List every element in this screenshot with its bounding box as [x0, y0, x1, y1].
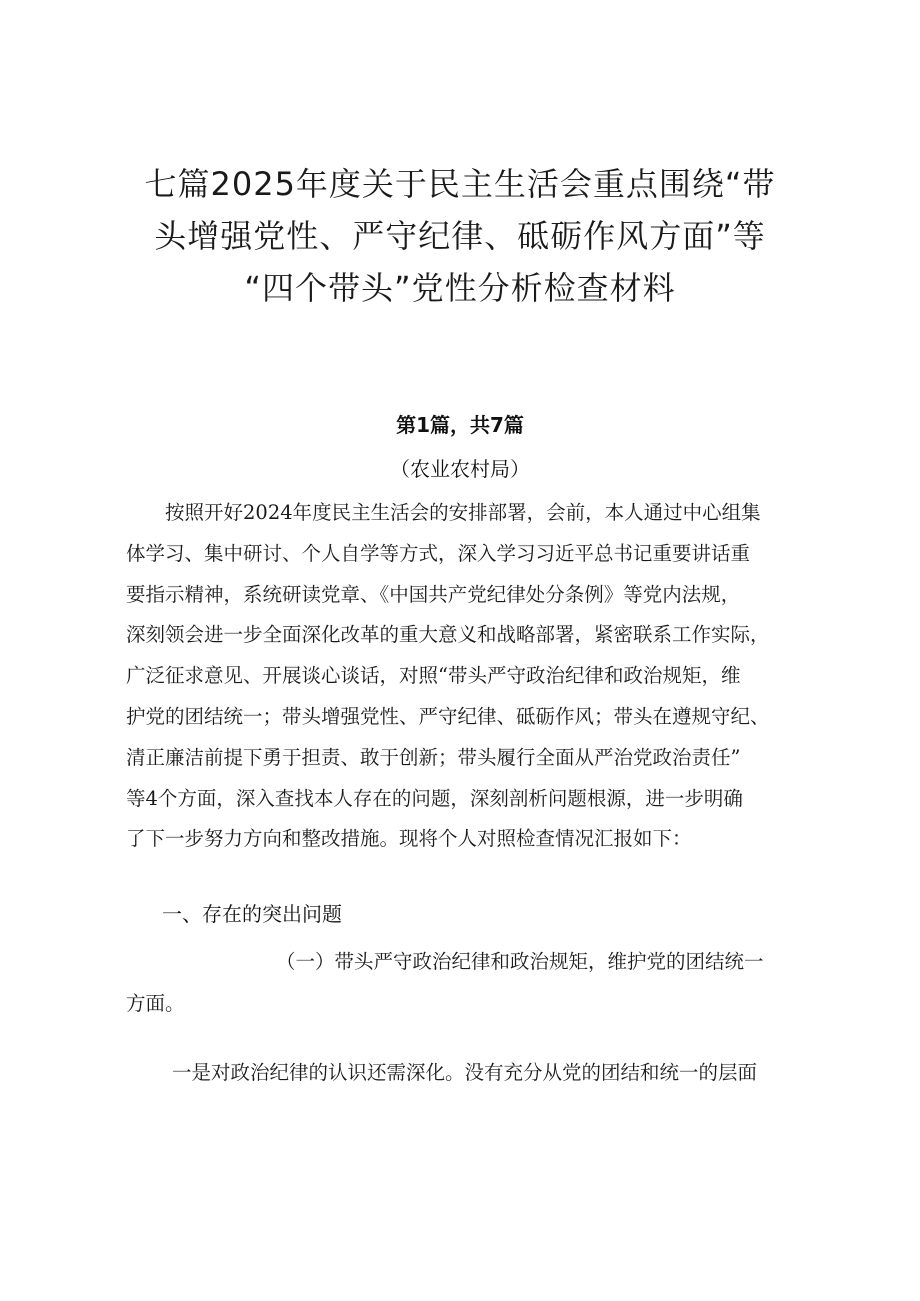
intro-line: 深刻领会进一步全面深化改革的重大意义和战略部署，紧密联系工作实际，: [126, 623, 770, 647]
department-label: （农业农村局）: [390, 457, 530, 481]
intro-line: 了下一步努力方向和整改措施。现将个人对照检查情况汇报如下：: [126, 827, 692, 851]
title-line-2: 头增强党性、严守纪律、砥砺作风方面”等: [154, 217, 766, 255]
part-label: 第1篇，共7篇: [396, 413, 524, 437]
subsection-line: （一）带头严守政治纪律和政治规矩，维护党的团结统一: [276, 950, 764, 973]
intro-line: 护党的团结统一；带头增强党性、严守纪律、砥砺作风；带头在遵规守纪、: [126, 704, 770, 728]
intro-paragraph: [126, 493, 811, 860]
intro-line: 广泛征求意见、开展谈心谈话，对照“带头严守政治纪律和政治规矩，维: [126, 664, 741, 688]
subsection-heading-1: [126, 941, 816, 1025]
intro-line: 清正廉洁前提下勇于担责、敢于创新；带头履行全面从严治党政治责任”: [126, 745, 741, 769]
intro-line: 要指示精神，系统研读党章、《中国共产党纪律处分条例》等党内法规，: [126, 582, 741, 606]
intro-line: 体学习、集中研讨、个人自学等方式，深入学习习近平总书记重要讲话重: [126, 541, 751, 565]
subsection-line: 方面。: [126, 992, 185, 1015]
intro-line: 按照开好2024年度民主生活会的安排部署，会前，本人通过中心组集: [126, 501, 761, 524]
section-heading-1: 一、存在的突出问题: [162, 902, 342, 926]
point-1-paragraph: 一是对政治纪律的认识还需深化。没有充分从党的团结和统一的层面: [172, 1061, 758, 1084]
title-line-3: “四个带头”党性分析检查材料: [244, 269, 676, 307]
document-title: [110, 158, 810, 314]
title-line-1: 七篇2025年度关于民主生活会重点围绕“带: [144, 165, 776, 203]
intro-line: 等4个方面，深入查找本人存在的问题，深刻剖析问题根源，进一步明确: [126, 786, 743, 810]
